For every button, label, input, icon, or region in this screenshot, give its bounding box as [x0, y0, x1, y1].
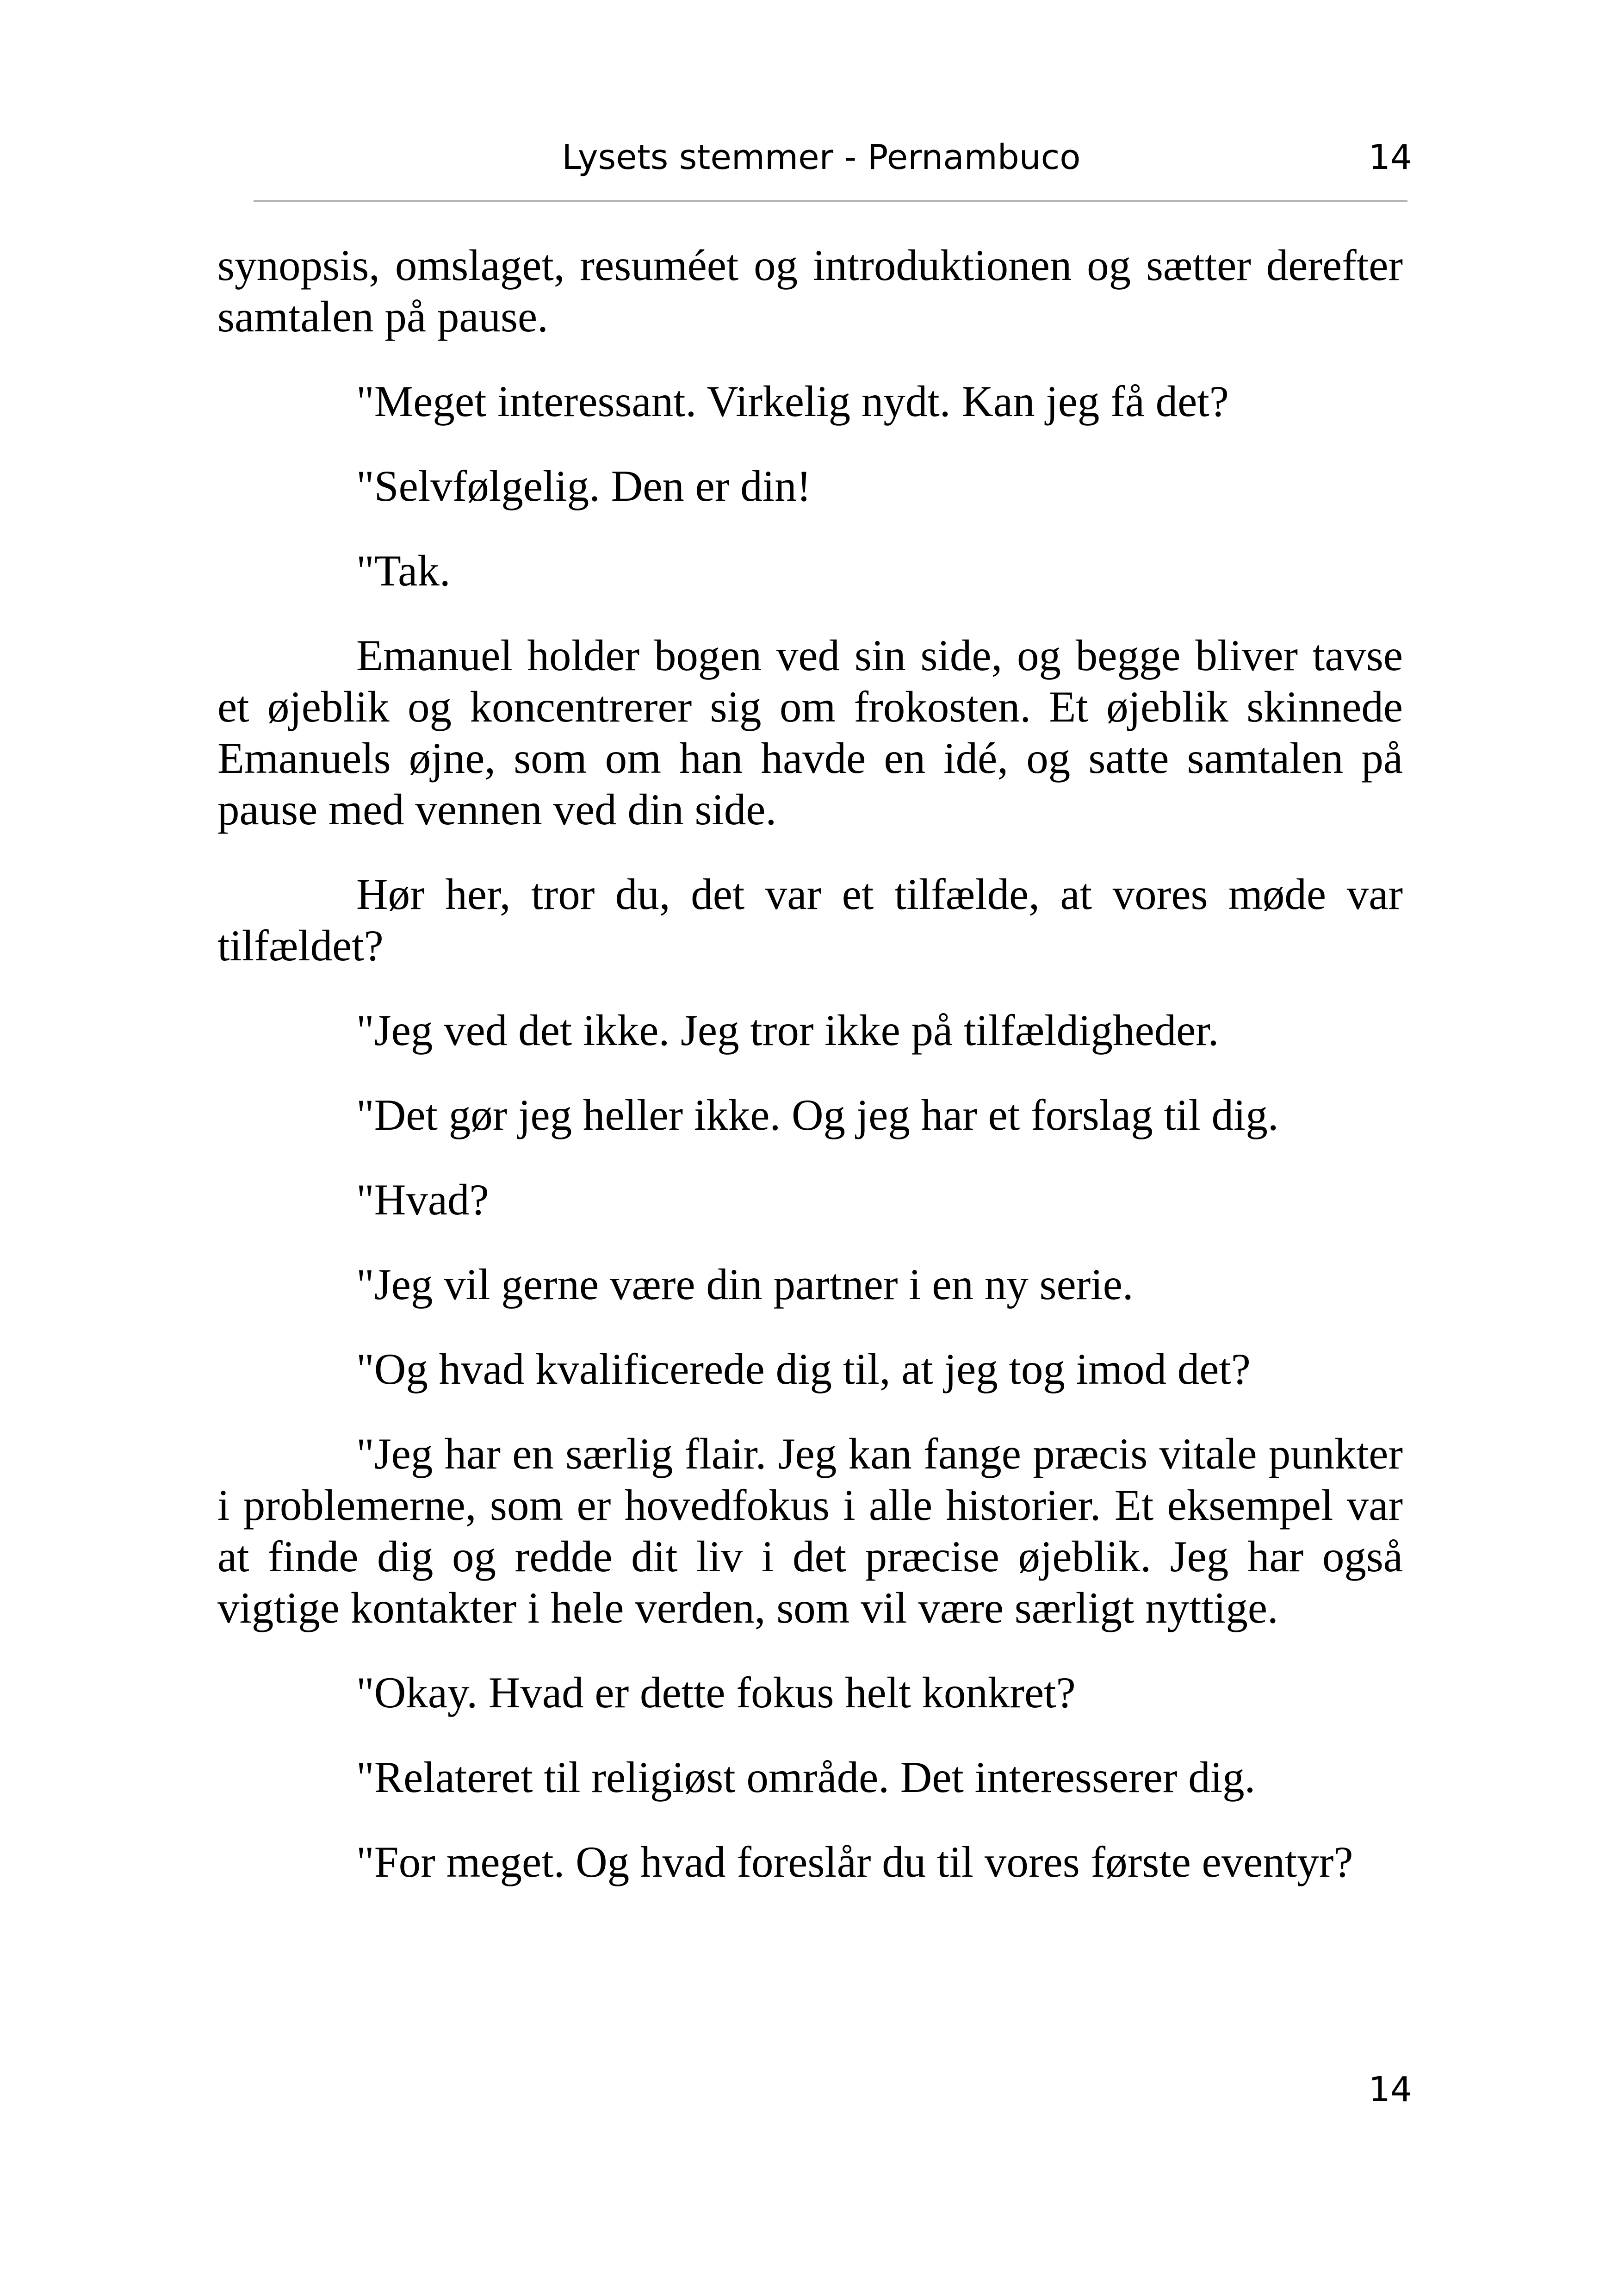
page-header	[0, 0, 1618, 208]
header-divider	[254, 200, 1407, 202]
page-body	[217, 240, 1403, 1921]
paragraph: "Det gør jeg heller ikke. Og jeg har et forslag til dig.	[356, 1090, 1279, 1139]
paragraph: Emanuel holder bogen ved sin side, og begge bliver tavse et øjeblik og koncentrerer sig om frokosten. Et øjeblik skinnede Emanuels øjne, som om han havde en idé, og satte samtalen på pause med vennen ved din side.	[217, 631, 1403, 834]
paragraph: "For meget. Og hvad foreslår du til vores første eventyr?	[356, 1837, 1353, 1886]
paragraph: Hør her, tror du, det var et tilfælde, at vores møde var tilfældet?	[217, 870, 1403, 970]
footer-page-number: 14	[1368, 2070, 1412, 2109]
paragraph: "Selvfølgelig. Den er din!	[356, 461, 812, 510]
paragraph: "Meget interessant. Virkelig nydt. Kan jeg få det?	[356, 377, 1229, 426]
paragraph: "Jeg vil gerne være din partner i en ny serie.	[356, 1260, 1134, 1309]
paragraph: "Relateret til religiøst område. Det interesserer dig.	[356, 1753, 1256, 1802]
header-page-number: 14	[1368, 137, 1412, 177]
paragraph: "Hvad?	[356, 1175, 489, 1224]
paragraph: "Jeg ved det ikke. Jeg tror ikke på tilfældigheder.	[356, 1006, 1219, 1055]
paragraph: synopsis, omslaget, resuméet og introduktionen og sætter derefter samtalen på pause.	[217, 241, 1403, 341]
paragraph: "Og hvad kvalificerede dig til, at jeg tog imod det?	[356, 1344, 1251, 1394]
paragraph: "Tak.	[356, 546, 451, 595]
paragraph: "Jeg har en særlig flair. Jeg kan fange præcis vitale punkter i problemerne, som er hovedfokus i alle historier. Et eksempel var at finde dig og redde dit liv i det præcise øjeblik. Jeg har også vigtige kontakter i hele verden, som vil være særligt nyttige.	[217, 1429, 1403, 1632]
paragraph: "Okay. Hvad er dette fokus helt konkret?	[356, 1668, 1076, 1717]
running-title: Lysets stemmer - Pernambuco	[562, 137, 1081, 177]
